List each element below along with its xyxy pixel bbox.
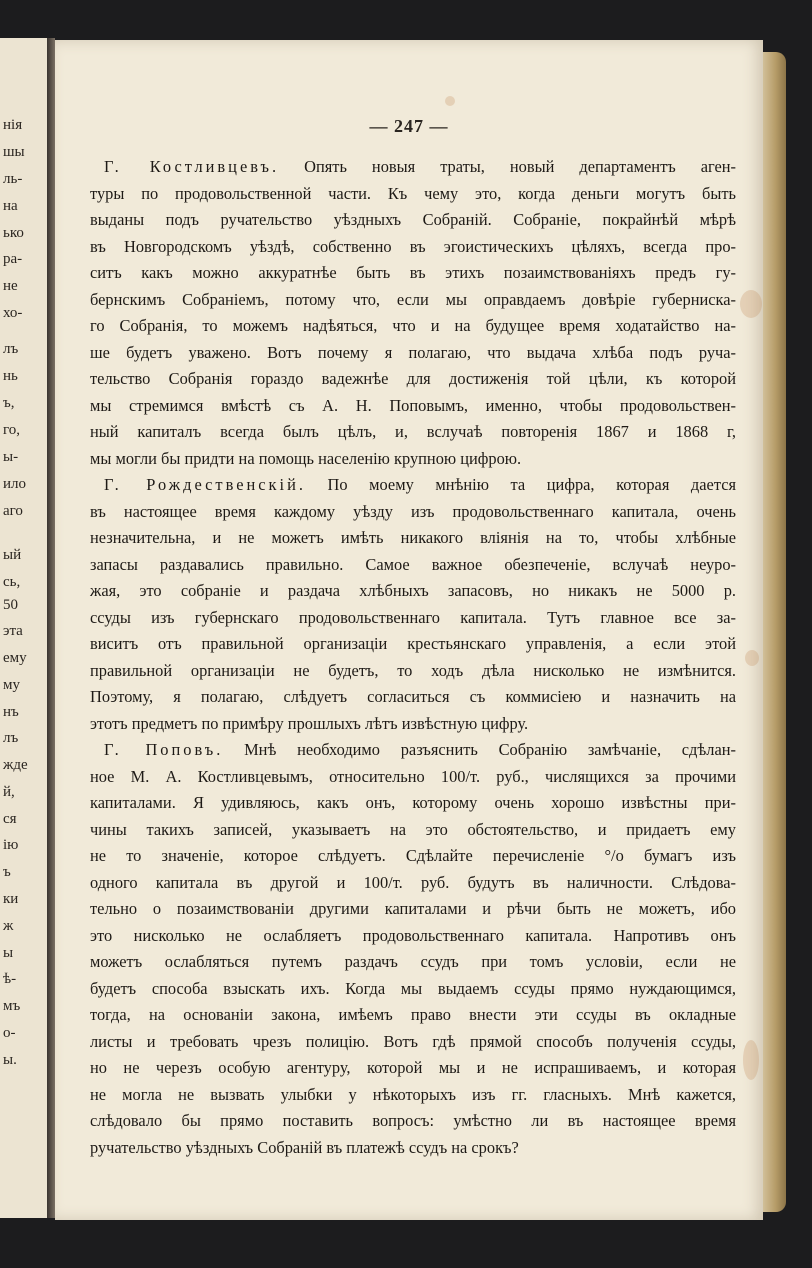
book-page [55, 40, 763, 1220]
left-page-fragment: сь, [3, 574, 21, 590]
text-line: капиталами. Я удивляюсь, какъ онъ, которому очень хорошо извѣстны при- [90, 793, 736, 812]
text-line [90, 737, 736, 764]
left-page-fragment: лъ [3, 341, 19, 357]
text-line: ное М. А. Костливцевымъ, относительно 100/т. руб., числящихся за прочими [90, 766, 736, 786]
speaker-name: Г. Поповъ. [104, 740, 224, 759]
text-line: жая, это собраніе и раздача хлѣбныхъ запасовъ, но никакъ не 5000 р. [90, 581, 736, 600]
left-page-edge [0, 38, 49, 1218]
body-text [90, 154, 736, 1161]
left-page-fragment: ько [3, 225, 24, 241]
left-page-fragment: ѣ- [3, 971, 17, 987]
left-page-fragment: ъ, [3, 395, 15, 411]
text-line: этотъ предметъ по примѣру прошлыхъ лѣтъ извѣстную цифру. [90, 713, 529, 733]
text-line: выданы подъ ручательство уѣздныхъ Собраній. Собраніе, покрайнѣй мѣрѣ [90, 210, 736, 229]
text-line: листы и требовать чрезъ полицію. Вотъ гдѣ прямой способъ полученія ссуды, [90, 1031, 736, 1051]
text-line: мы стремимся вмѣстѣ съ А. Н. Поповымъ, именно, чтобы продовольствен- [90, 395, 736, 415]
left-page-fragment: не [3, 278, 18, 294]
left-page-fragment: эта [3, 623, 23, 639]
left-page-fragment: жде [3, 757, 28, 773]
book-gutter [47, 38, 55, 1218]
text-line: незначительна, и не можетъ имѣть никакого вліянія на то, чтобы хлѣбные [90, 528, 736, 547]
left-page-fragment: о- [3, 1025, 16, 1041]
left-page-fragment: 50 [3, 597, 18, 613]
line-text: Мнѣ необходимо разъяснить Собранію замѣчаніе, сдѣлан- [244, 740, 736, 759]
text-line: бернскимъ Собраніемъ, потому что, если мы оправдаемъ довѣріе губерниска- [90, 289, 736, 309]
text-line: мы могли бы придти на помощь населенію крупною цифрою. [90, 448, 522, 468]
paragraph [90, 472, 736, 737]
left-page-fragment: лъ [3, 730, 19, 746]
text-line: ситъ какъ можно аккуратнѣе быть въ этихъ позаимствованіяхъ предъ гу- [90, 263, 736, 282]
text-line: запасы раздавались правильно. Самое важное обезпеченіе, вслучаѣ неуро- [90, 554, 736, 574]
text-line: не то значеніе, которое слѣдуетъ. Сдѣлайте перечисленіе °/о бумагъ изъ [90, 846, 736, 865]
left-page-fragment: ъ [3, 864, 11, 880]
text-line: виситъ отъ правильной организаціи крестьянскаго управленія, а если этой [90, 634, 736, 653]
left-page-fragment: ы- [3, 449, 19, 465]
paper-stain [740, 290, 762, 318]
text-line: будетъ способа взыскать ихъ. Когда мы выдаемъ ссуды прямо нуждающимся, [90, 978, 736, 998]
left-page-fragment: ы. [3, 1052, 17, 1068]
text-line: въ Новгородскомъ уѣздѣ, собственно въ эгоистическихъ цѣляхъ, всегда про- [90, 236, 736, 256]
text-line: слѣдовало бы прямо поставить вопросъ: умѣстно ли въ настоящее время [90, 1111, 736, 1130]
left-page-fragment: ль- [3, 171, 23, 187]
text-line: Поэтому, я полагаю, слѣдуетъ согласиться съ коммисіею и назначить на [90, 687, 736, 706]
left-page-fragment: ся [3, 811, 17, 827]
left-page-fragment: й, [3, 784, 15, 800]
left-page-fragment: ки [3, 891, 19, 907]
speaker-name: Г. Костливцевъ. [104, 157, 280, 176]
paper-stain [743, 1040, 759, 1080]
left-page-fragment: нь [3, 368, 18, 384]
text-line: тогда, на основаніи закона, имѣемъ право внести эти ссуды въ окладные [90, 1005, 736, 1024]
text-line [90, 154, 736, 181]
left-page-fragment: на [3, 198, 18, 214]
text-line: чины такихъ записей, указываетъ на это обстоятельство, и придаетъ ему [90, 819, 736, 839]
paper-stain [445, 96, 455, 106]
left-page-fragment: му [3, 677, 20, 693]
left-page-fragment: ило [3, 476, 27, 492]
text-line: но не черезъ особую агентуру, которой мы и не испрашиваемъ, и которая [90, 1058, 736, 1077]
left-page-fragment: нія [3, 117, 23, 133]
left-page-fragment: хо- [3, 305, 23, 321]
paper-stain [745, 650, 759, 666]
text-line: это нисколько не ослабляетъ продовольственнаго капитала. Напротивъ онъ [90, 925, 736, 945]
text-line: не могла не вызвать улыбки у нѣкоторыхъ изъ гг. гласныхъ. Мнѣ кажется, [90, 1084, 736, 1104]
left-page-fragment: мъ [3, 998, 21, 1014]
text-line: одного капитала въ другой и 100/т. руб. будутъ въ наличности. Слѣдова- [90, 872, 736, 892]
text-line: тельно о позаимствованіи другими капиталами и рѣчи быть не можетъ, ибо [90, 899, 736, 918]
left-page-fragment: аго [3, 503, 23, 519]
text-line: тельство Собранія гораздо вадежнѣе для достиженія той цѣли, къ которой [90, 369, 736, 388]
text-line: въ настоящее время каждому уѣзду изъ продовольственнаго капитала, очень [90, 501, 736, 521]
left-page-fragment: ію [3, 837, 19, 853]
text-line: ссуды изъ губернскаго продовольственнаго капитала. Тутъ главное все за- [90, 607, 736, 627]
left-page-fragment: ы [3, 945, 14, 961]
line-text: Опять новыя траты, новый департаментъ аген- [304, 157, 736, 176]
text-line: правильной организаціи не будетъ, то ходъ дѣла нисколько не измѣнится. [90, 660, 736, 680]
left-page-fragment: ж [3, 918, 14, 934]
left-page-fragment: шы [3, 144, 25, 160]
speaker-name: Г. Рождественскій. [104, 475, 306, 494]
page-number: — 247 — [369, 116, 449, 136]
left-page-fragment: ра- [3, 251, 23, 267]
text-line: ный капиталъ всегда былъ цѣлъ, и, вслучаѣ повторенія 1867 и 1868 г, [90, 422, 736, 441]
page-stack-edge [760, 52, 786, 1212]
text-line: ше будетъ уважено. Вотъ почему я полагаю, что выдача хлѣба подъ руча- [90, 342, 736, 362]
left-page-fragment: го, [3, 422, 21, 438]
left-page-fragment: ему [3, 650, 27, 666]
text-line [90, 472, 736, 499]
text-line: го Собранія, то можемъ надѣяться, что и на будущее время ходатайство на- [90, 316, 736, 335]
text-line: ручательство уѣздныхъ Собраній въ платежѣ ссудъ на срокъ? [90, 1137, 519, 1157]
text-line: туры по продовольственной части. Къ чему это, когда деньги могутъ быть [90, 183, 736, 203]
paragraph [90, 737, 736, 1161]
line-text: По моему мнѣнію та цифра, которая дается [327, 475, 737, 494]
paragraph [90, 154, 736, 472]
left-page-fragment: нъ [3, 704, 19, 720]
left-page-fragment: ый [3, 547, 22, 563]
text-line: можетъ ослабляться путемъ раздачъ ссудъ при томъ условіи, если не [90, 952, 736, 971]
